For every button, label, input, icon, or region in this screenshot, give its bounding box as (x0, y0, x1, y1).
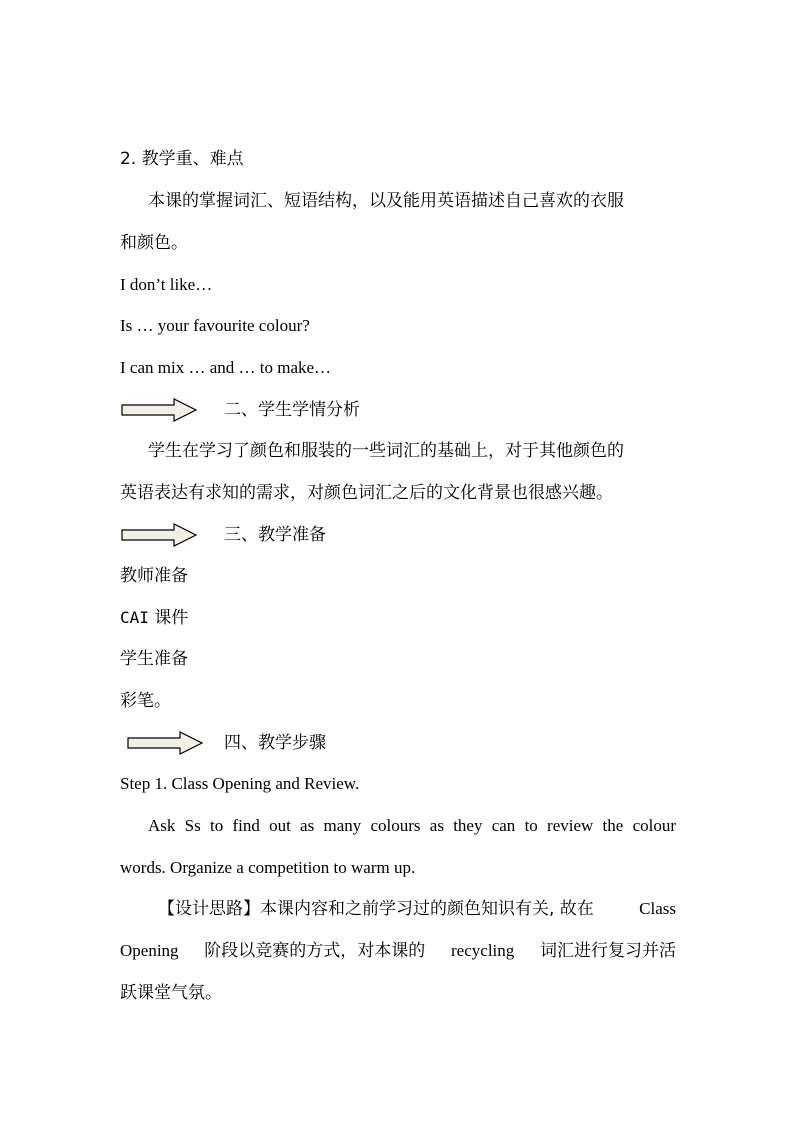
teacher-preparation-item (120, 606, 676, 630)
section-heading-preparation: 三、教学准备 (224, 525, 326, 545)
paragraph-student-analysis-line-2: 英语表达有求知的需求，对颜色词汇之后的文化背景也很感兴趣。 (120, 483, 613, 503)
right-arrow-icon (126, 731, 206, 755)
cai-text: CAI (120, 608, 149, 627)
paragraph-key-points-line-2: 和颜色。 (120, 233, 188, 253)
paragraph-key-points-line-1: 本课的掌握词汇、短语结构，以及能用英语描述自己喜欢的衣服 (148, 191, 624, 211)
section-heading-student-analysis: 二、学生学情分析 (224, 400, 360, 420)
section-heading-key-points: 2. 教学重、难点 (120, 149, 244, 169)
right-arrow-icon (120, 398, 200, 422)
example-sentence-2: Is … your favourite colour? (120, 316, 310, 335)
example-sentence-1: I don’t like… (120, 275, 213, 294)
teacher-preparation-label: 教师准备 (120, 566, 188, 586)
student-preparation-label: 学生准备 (120, 649, 188, 669)
step-1-paragraph-line-1: Ask Ss to find out as many colours as they can to review the colour (148, 816, 676, 835)
design-idea-text-cn: 【设计思路】本课内容和之前学习过的颜色知识有关, 故在 (158, 899, 594, 919)
student-preparation-item: 彩笔。 (120, 691, 171, 711)
design-idea-line-3: 跃课堂气氛。 (120, 983, 222, 1003)
courseware-text: 课件 (154, 608, 189, 628)
step-1-title: Step 1. Class Opening and Review. (120, 774, 360, 793)
example-sentence-3: I can mix … and … to make… (120, 358, 332, 377)
design-idea-review-text: 词汇进行复习并活 (540, 941, 676, 961)
design-idea-opening: Opening (120, 941, 179, 960)
step-1-paragraph-line-2: words. Organize a competition to warm up. (120, 858, 416, 877)
design-idea-recycling: recycling (451, 941, 515, 960)
design-idea-line-1 (158, 897, 676, 921)
design-idea-text-en: Class (639, 899, 676, 918)
design-idea-stage-text: 阶段以竞赛的方式，对本课的 (204, 941, 426, 961)
section-heading-steps: 四、教学步骤 (224, 733, 326, 753)
paragraph-student-analysis-line-1: 学生在学习了颜色和服装的一些词汇的基础上，对于其他颜色的 (148, 441, 624, 461)
right-arrow-icon (120, 523, 200, 547)
design-idea-line-2 (120, 939, 676, 963)
